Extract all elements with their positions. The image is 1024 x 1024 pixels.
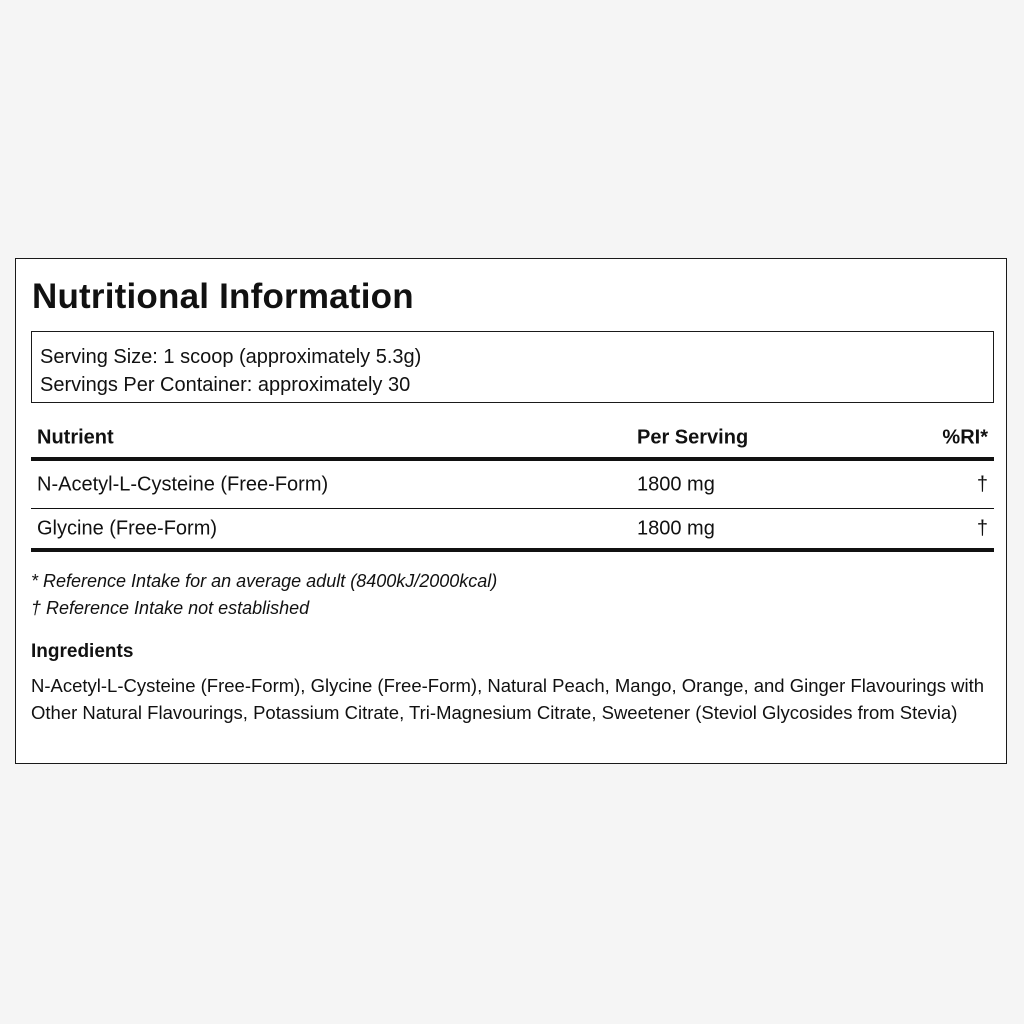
nutrient-name: Glycine (Free-Form) <box>37 517 218 539</box>
header-nutrient: Nutrient <box>37 426 114 449</box>
nutrient-ri: † <box>976 473 988 495</box>
serving-info-box <box>31 331 994 403</box>
table-header-row <box>31 419 994 457</box>
ingredients-text: N-Acetyl-L-Cysteine (Free-Form), Glycine (Free-Form), Natural Peach, Mango, Orange, and Ginger Flavourings with Other Natural Flavourings, Potassium Citrate, Tri-Magnesium Citrate, Sweetener (Steviol Glycosides from Stevia) <box>31 675 985 723</box>
nutrient-amount: 1800 mg <box>637 517 715 539</box>
table-row <box>31 509 994 548</box>
servings-per-container: Servings Per Container: approximately 30 <box>40 374 411 396</box>
header-ri: %RI* <box>942 426 988 449</box>
header-per-serving: Per Serving <box>637 426 749 449</box>
nutrient-name: N-Acetyl-L-Cysteine (Free-Form) <box>37 473 329 495</box>
table-row <box>31 461 994 508</box>
footnotes <box>31 568 497 622</box>
serving-size: Serving Size: 1 scoop (approximately 5.3g) <box>40 346 422 368</box>
nutrition-panel <box>15 258 1007 764</box>
panel-title: Nutritional Information <box>32 277 414 316</box>
table-bottom-divider <box>31 548 994 552</box>
ingredients-heading: Ingredients <box>31 641 134 662</box>
nutrient-amount: 1800 mg <box>637 473 715 495</box>
footnote-not-established: † Reference Intake not established <box>31 598 310 618</box>
footnote-reference-intake: * Reference Intake for an average adult (8400kJ/2000kcal) <box>31 571 498 591</box>
nutrient-table <box>31 419 994 552</box>
nutrient-ri: † <box>976 517 988 539</box>
